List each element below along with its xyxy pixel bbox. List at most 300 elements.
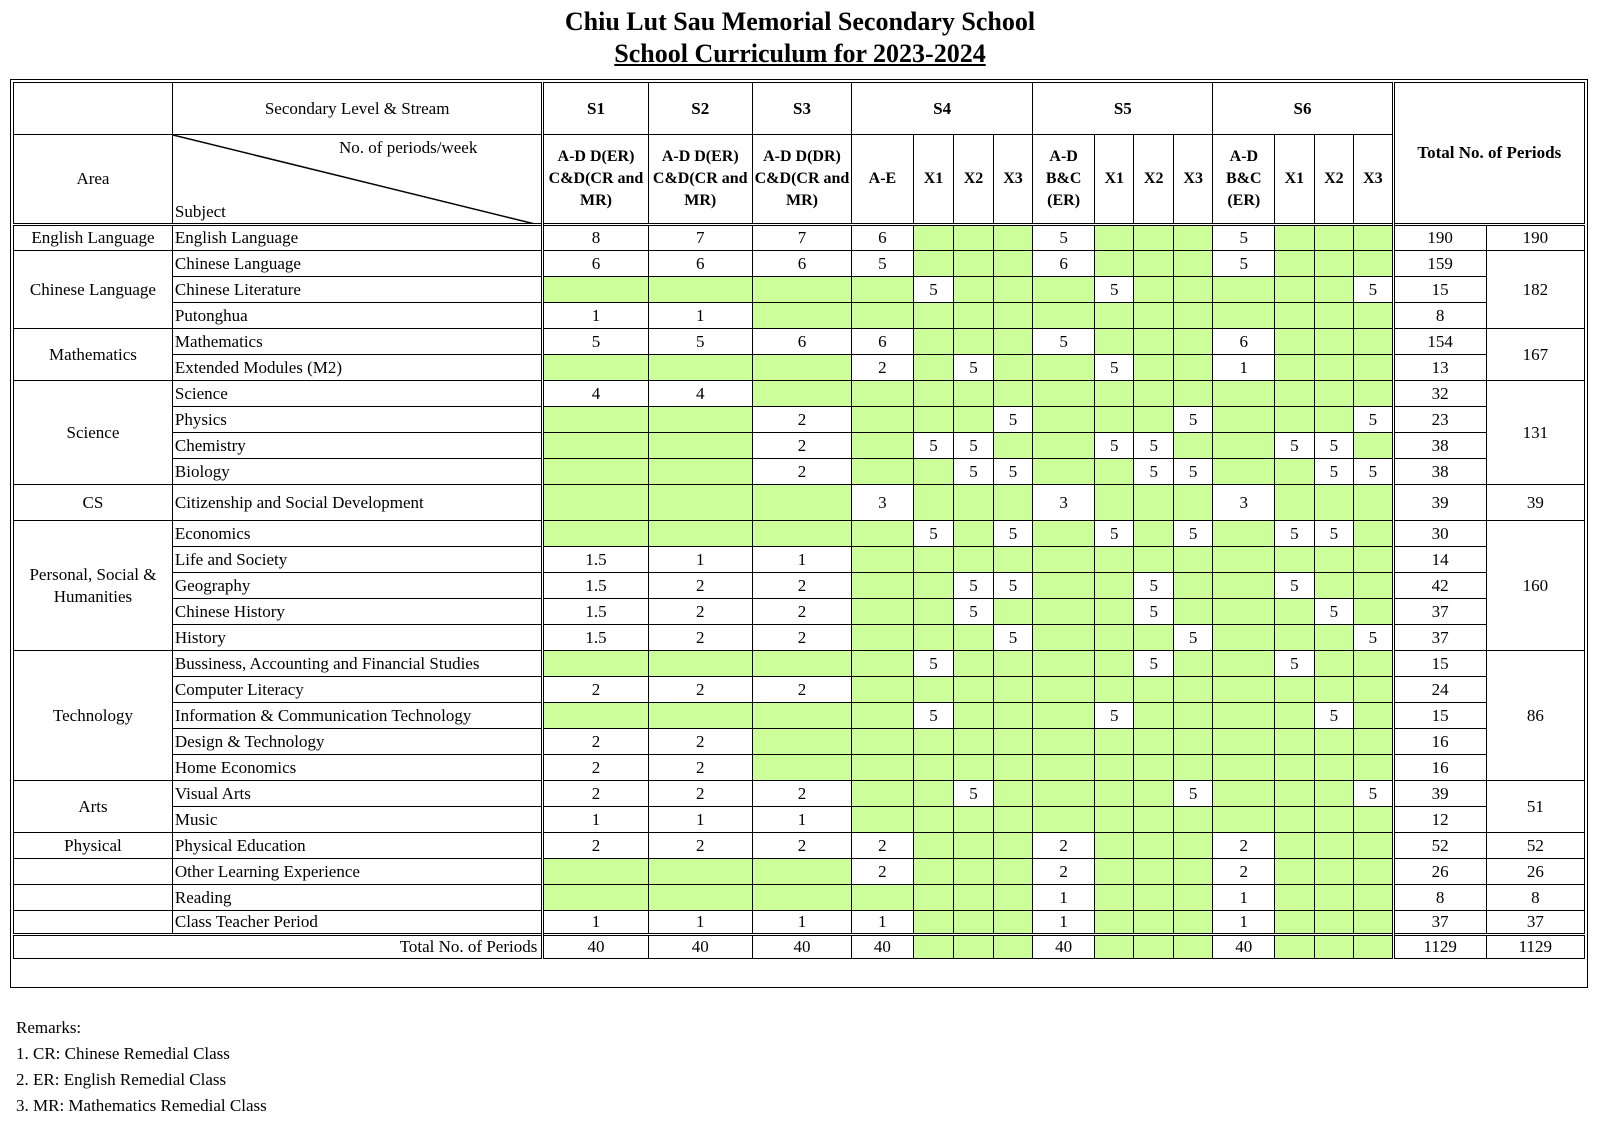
period-cell: 5	[1134, 573, 1173, 599]
period-cell	[1275, 459, 1314, 485]
period-cell	[1033, 599, 1095, 625]
totals-cell: 40	[752, 935, 851, 959]
header-level: S6	[1213, 83, 1393, 135]
period-cell	[993, 381, 1033, 407]
period-cell	[852, 625, 914, 651]
period-cell	[852, 807, 914, 833]
period-cell: 4	[543, 381, 648, 407]
period-cell	[1033, 459, 1095, 485]
period-cell	[1134, 521, 1173, 547]
period-cell	[1134, 407, 1173, 433]
period-cell	[1354, 807, 1394, 833]
subject-cell: Class Teacher Period	[172, 911, 542, 935]
subject-cell: Economics	[172, 521, 542, 547]
period-cell: 5	[993, 625, 1033, 651]
period-cell: 1	[543, 303, 648, 329]
subject-total-cell: 39	[1393, 485, 1486, 521]
period-cell	[913, 547, 953, 573]
period-cell	[1033, 729, 1095, 755]
header-stream: A-D D(ER) C&D(CR and MR)	[543, 135, 648, 225]
period-cell: 5	[993, 459, 1033, 485]
period-cell	[1213, 625, 1275, 651]
period-cell: 1	[752, 911, 851, 935]
period-cell: 6	[648, 251, 752, 277]
period-cell: 5	[913, 703, 953, 729]
period-cell	[543, 885, 648, 911]
table-row	[14, 833, 1585, 859]
period-cell	[852, 521, 914, 547]
period-cell	[1094, 485, 1133, 521]
subject-cell: Reading	[172, 885, 542, 911]
subject-total-cell: 13	[1393, 355, 1486, 381]
table-row	[14, 911, 1585, 935]
period-cell	[752, 885, 851, 911]
period-cell	[1213, 433, 1275, 459]
period-cell	[1314, 625, 1353, 651]
period-cell: 5	[1213, 225, 1275, 251]
period-cell	[913, 573, 953, 599]
period-cell	[954, 547, 993, 573]
header-subject: Subject	[174, 202, 226, 221]
period-cell: 6	[852, 329, 914, 355]
totals-cell: 40	[648, 935, 752, 959]
period-cell	[993, 303, 1033, 329]
period-cell: 2	[648, 729, 752, 755]
period-cell	[1033, 651, 1095, 677]
subject-cell: Extended Modules (M2)	[172, 355, 542, 381]
period-cell	[1213, 599, 1275, 625]
totals-grand-sum: 1129	[1486, 935, 1584, 959]
period-cell: 5	[954, 599, 993, 625]
subject-cell: Chinese Language	[172, 251, 542, 277]
period-cell	[1173, 911, 1213, 935]
header-stream: A-D D(ER) C&D(CR and MR)	[648, 135, 752, 225]
area-total-cell: 86	[1486, 651, 1584, 781]
period-cell	[1173, 729, 1213, 755]
period-cell	[1094, 859, 1133, 885]
area-cell: Technology	[14, 651, 173, 781]
header-stream: X3	[993, 135, 1033, 225]
period-cell	[1275, 599, 1314, 625]
period-cell	[993, 485, 1033, 521]
period-cell	[1173, 885, 1213, 911]
period-cell	[1354, 677, 1394, 703]
period-cell	[1173, 251, 1213, 277]
table-row	[14, 277, 1585, 303]
period-cell	[993, 833, 1033, 859]
period-cell	[852, 433, 914, 459]
period-cell	[993, 251, 1033, 277]
period-cell	[648, 355, 752, 381]
subject-cell: Citizenship and Social Development	[172, 485, 542, 521]
period-cell	[913, 729, 953, 755]
period-cell: 6	[852, 225, 914, 251]
period-cell	[1033, 277, 1095, 303]
period-cell	[1275, 277, 1314, 303]
period-cell	[852, 781, 914, 807]
period-cell	[752, 521, 851, 547]
period-cell	[954, 651, 993, 677]
period-cell	[1314, 573, 1353, 599]
period-cell	[1314, 225, 1353, 251]
period-cell: 5	[913, 433, 953, 459]
period-cell: 5	[1275, 573, 1314, 599]
period-cell	[1033, 433, 1095, 459]
period-cell	[1213, 547, 1275, 573]
period-cell	[543, 651, 648, 677]
period-cell	[752, 703, 851, 729]
period-cell: 1	[648, 911, 752, 935]
period-cell	[913, 859, 953, 885]
table-row	[14, 329, 1585, 355]
period-cell: 5	[1314, 599, 1353, 625]
period-cell: 2	[543, 755, 648, 781]
period-cell	[1354, 485, 1394, 521]
header-level: S3	[752, 83, 851, 135]
header-stream: A-D B&C (ER)	[1033, 135, 1095, 225]
period-cell	[1354, 381, 1394, 407]
table-row	[14, 729, 1585, 755]
period-cell: 2	[752, 459, 851, 485]
period-cell	[1094, 729, 1133, 755]
period-cell	[852, 381, 914, 407]
period-cell	[543, 433, 648, 459]
period-cell	[1275, 251, 1314, 277]
period-cell	[913, 485, 953, 521]
subject-total-cell: 32	[1393, 381, 1486, 407]
subject-cell: Design & Technology	[172, 729, 542, 755]
area-cell: Science	[14, 381, 173, 485]
area-total-cell: 37	[1486, 911, 1584, 935]
period-cell: 6	[1213, 329, 1275, 355]
period-cell	[1094, 547, 1133, 573]
period-cell: 4	[648, 381, 752, 407]
period-cell: 5	[1314, 703, 1353, 729]
period-cell	[913, 329, 953, 355]
period-cell	[954, 303, 993, 329]
period-cell: 3	[1033, 485, 1095, 521]
area-cell: Personal, Social & Humanities	[14, 521, 173, 651]
subject-total-cell: 16	[1393, 755, 1486, 781]
totals-cell	[1134, 935, 1173, 959]
period-cell	[913, 355, 953, 381]
period-cell: 2	[648, 781, 752, 807]
period-cell: 5	[1134, 433, 1173, 459]
period-cell	[1275, 381, 1314, 407]
period-cell	[852, 651, 914, 677]
period-cell	[1134, 755, 1173, 781]
header-area: Area	[14, 135, 173, 225]
period-cell	[1033, 781, 1095, 807]
period-cell: 5	[1173, 521, 1213, 547]
period-cell	[1173, 807, 1213, 833]
period-cell	[1213, 277, 1275, 303]
period-cell: 1	[648, 303, 752, 329]
area-total-cell: 51	[1486, 781, 1584, 833]
totals-cell	[954, 935, 993, 959]
header-level: S5	[1033, 83, 1213, 135]
period-cell	[1354, 911, 1394, 935]
period-cell	[1173, 547, 1213, 573]
period-cell	[993, 225, 1033, 251]
period-cell	[993, 433, 1033, 459]
period-cell	[1314, 381, 1353, 407]
period-cell	[1094, 459, 1133, 485]
remarks-heading: Remarks:	[16, 1018, 82, 1037]
period-cell	[1354, 355, 1394, 381]
period-cell: 1	[1213, 885, 1275, 911]
period-cell	[752, 303, 851, 329]
period-cell: 5	[1275, 521, 1314, 547]
period-cell: 2	[752, 677, 851, 703]
period-cell	[1134, 303, 1173, 329]
period-cell	[954, 225, 993, 251]
period-cell	[1213, 303, 1275, 329]
period-cell	[1134, 911, 1173, 935]
period-cell	[913, 911, 953, 935]
period-cell	[1314, 547, 1353, 573]
header-stream: X2	[1134, 135, 1173, 225]
period-cell	[1094, 573, 1133, 599]
period-cell	[1173, 381, 1213, 407]
period-cell	[1213, 651, 1275, 677]
period-cell	[1213, 781, 1275, 807]
period-cell	[1275, 781, 1314, 807]
header-diagonal-cell	[172, 135, 542, 225]
table-row	[14, 251, 1585, 277]
table-row	[14, 407, 1585, 433]
period-cell: 2	[648, 599, 752, 625]
school-name: Chiu Lut Sau Memorial Secondary School	[564, 7, 1036, 36]
period-cell	[1354, 599, 1394, 625]
totals-cell	[1314, 935, 1353, 959]
period-cell: 7	[752, 225, 851, 251]
area-total-cell: 160	[1486, 521, 1584, 651]
period-cell	[752, 651, 851, 677]
period-cell	[543, 859, 648, 885]
period-cell	[1314, 355, 1353, 381]
area-cell	[14, 885, 173, 911]
period-cell: 6	[1033, 251, 1095, 277]
period-cell: 2	[1033, 859, 1095, 885]
period-cell: 5	[1354, 459, 1394, 485]
area-total-cell: 52	[1486, 833, 1584, 859]
period-cell: 5	[1354, 407, 1394, 433]
period-cell	[1314, 781, 1353, 807]
subject-cell: Computer Literacy	[172, 677, 542, 703]
period-cell: 7	[648, 225, 752, 251]
period-cell	[1033, 625, 1095, 651]
subject-total-cell: 38	[1393, 459, 1486, 485]
period-cell	[1173, 833, 1213, 859]
period-cell	[1275, 303, 1314, 329]
table-row	[14, 459, 1585, 485]
period-cell: 6	[752, 251, 851, 277]
period-cell: 5	[1314, 433, 1353, 459]
period-cell	[1275, 329, 1314, 355]
period-cell	[1134, 807, 1173, 833]
period-cell: 3	[852, 485, 914, 521]
period-cell	[1314, 885, 1353, 911]
period-cell	[1094, 329, 1133, 355]
period-cell	[543, 459, 648, 485]
period-cell	[1033, 573, 1095, 599]
area-cell: Physical	[14, 833, 173, 859]
subject-total-cell: 15	[1393, 651, 1486, 677]
subject-total-cell: 15	[1393, 277, 1486, 303]
header-stream: X1	[1275, 135, 1314, 225]
subject-total-cell: 26	[1393, 859, 1486, 885]
period-cell	[1354, 833, 1394, 859]
area-total-cell: 39	[1486, 485, 1584, 521]
period-cell	[752, 485, 851, 521]
period-cell	[648, 885, 752, 911]
subject-cell: History	[172, 625, 542, 651]
period-cell	[852, 677, 914, 703]
period-cell	[913, 781, 953, 807]
period-cell	[1314, 407, 1353, 433]
header-total-periods: Total No. of Periods	[1393, 83, 1584, 225]
table-row	[14, 355, 1585, 381]
header-periods-per-week: No. of periods/week	[339, 138, 478, 157]
period-cell	[543, 407, 648, 433]
area-cell: Mathematics	[14, 329, 173, 381]
subject-cell: Other Learning Experience	[172, 859, 542, 885]
area-total-cell: 182	[1486, 251, 1584, 329]
period-cell	[1094, 833, 1133, 859]
period-cell	[913, 833, 953, 859]
period-cell	[1314, 251, 1353, 277]
period-cell: 5	[913, 651, 953, 677]
area-total-cell: 167	[1486, 329, 1584, 381]
period-cell: 1.5	[543, 625, 648, 651]
table-row	[14, 625, 1585, 651]
period-cell	[954, 277, 993, 303]
period-cell: 6	[543, 251, 648, 277]
period-cell: 5	[1173, 625, 1213, 651]
period-cell	[993, 547, 1033, 573]
table-row	[14, 807, 1585, 833]
period-cell	[1314, 329, 1353, 355]
period-cell: 5	[1094, 703, 1133, 729]
period-cell	[954, 485, 993, 521]
remark-item: 1. CR: Chinese Remedial Class	[16, 1044, 230, 1063]
period-cell	[1173, 599, 1213, 625]
period-cell	[993, 911, 1033, 935]
period-cell	[1314, 807, 1353, 833]
table-row	[14, 547, 1585, 573]
period-cell	[913, 807, 953, 833]
period-cell	[1354, 433, 1394, 459]
period-cell: 5	[1354, 625, 1394, 651]
period-cell	[1275, 755, 1314, 781]
period-cell	[752, 755, 851, 781]
period-cell: 5	[1173, 407, 1213, 433]
period-cell	[852, 277, 914, 303]
period-cell	[954, 677, 993, 703]
table-row	[14, 599, 1585, 625]
subject-total-cell: 42	[1393, 573, 1486, 599]
period-cell: 2	[1213, 859, 1275, 885]
period-cell: 1.5	[543, 573, 648, 599]
period-cell	[1275, 885, 1314, 911]
period-cell	[993, 885, 1033, 911]
period-cell	[993, 729, 1033, 755]
period-cell	[648, 459, 752, 485]
period-cell: 5	[1134, 651, 1173, 677]
period-cell	[1314, 729, 1353, 755]
period-cell	[648, 859, 752, 885]
period-cell: 1	[1033, 911, 1095, 935]
totals-cell: 40	[543, 935, 648, 959]
subject-cell: Putonghua	[172, 303, 542, 329]
area-total-cell: 190	[1486, 225, 1584, 251]
period-cell	[1213, 573, 1275, 599]
subject-total-cell: 24	[1393, 677, 1486, 703]
period-cell: 1	[752, 547, 851, 573]
table-row	[14, 521, 1585, 547]
period-cell	[1173, 225, 1213, 251]
period-cell	[648, 485, 752, 521]
period-cell	[993, 781, 1033, 807]
period-cell	[543, 521, 648, 547]
period-cell	[1314, 677, 1353, 703]
totals-cell: 40	[1213, 935, 1275, 959]
period-cell	[1173, 329, 1213, 355]
period-cell	[1275, 485, 1314, 521]
header-stream: X1	[913, 135, 953, 225]
period-cell	[1314, 755, 1353, 781]
subject-total-cell: 52	[1393, 833, 1486, 859]
period-cell	[1134, 703, 1173, 729]
period-cell	[1354, 521, 1394, 547]
subject-total-cell: 15	[1393, 703, 1486, 729]
period-cell	[1094, 407, 1133, 433]
period-cell	[1314, 833, 1353, 859]
period-cell: 5	[1094, 433, 1133, 459]
period-cell: 5	[1094, 355, 1133, 381]
period-cell: 2	[852, 355, 914, 381]
period-cell	[954, 251, 993, 277]
period-cell	[1134, 625, 1173, 651]
period-cell	[1314, 277, 1353, 303]
period-cell	[954, 407, 993, 433]
period-cell: 2	[648, 677, 752, 703]
period-cell	[1213, 407, 1275, 433]
subject-total-cell: 12	[1393, 807, 1486, 833]
period-cell	[1173, 755, 1213, 781]
subject-cell: Home Economics	[172, 755, 542, 781]
period-cell: 5	[543, 329, 648, 355]
period-cell	[1173, 485, 1213, 521]
period-cell	[1213, 521, 1275, 547]
period-cell	[954, 859, 993, 885]
period-cell: 2	[752, 625, 851, 651]
period-cell	[954, 381, 993, 407]
totals-cell	[1173, 935, 1213, 959]
period-cell	[1354, 755, 1394, 781]
period-cell: 2	[752, 573, 851, 599]
subject-cell: Geography	[172, 573, 542, 599]
period-cell	[1134, 355, 1173, 381]
period-cell	[1134, 547, 1173, 573]
subject-cell: Visual Arts	[172, 781, 542, 807]
period-cell	[1033, 521, 1095, 547]
subject-total-cell: 38	[1393, 433, 1486, 459]
period-cell	[1213, 807, 1275, 833]
period-cell	[1314, 485, 1353, 521]
period-cell	[1094, 781, 1133, 807]
